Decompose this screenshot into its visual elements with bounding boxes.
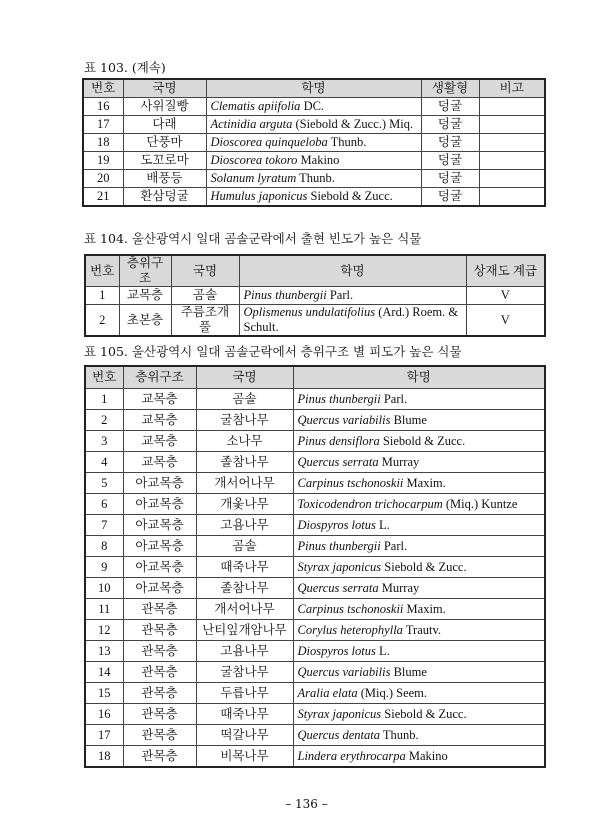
- layer-cell: 아교목층: [123, 473, 196, 494]
- page-number: – 136 –: [285, 797, 328, 811]
- no-cell: 16: [85, 704, 123, 725]
- column-header: 번호: [85, 255, 119, 287]
- kor-cell: 굴참나무: [196, 410, 293, 431]
- scientific-name-cell: [293, 620, 545, 641]
- scientific-name: Aralia elata: [297, 685, 358, 700]
- table-row: [85, 641, 545, 662]
- author-name: DC.: [300, 99, 325, 113]
- scientific-name-cell: [293, 389, 545, 410]
- kor-cell: 고욤나무: [196, 515, 293, 536]
- no-cell: 7: [85, 515, 123, 536]
- author-name: Siebold & Zucc.: [307, 189, 393, 203]
- life-cell: 덩굴: [421, 134, 479, 152]
- no-cell: 20: [83, 170, 123, 188]
- scientific-name: Pinus thunbergii: [297, 538, 381, 553]
- table-row: [85, 725, 545, 746]
- author-name: Siebold & Zucc.: [381, 706, 467, 721]
- table-row: [83, 188, 545, 207]
- author-name: (Miq.) Kuntze: [442, 496, 518, 511]
- kor-cell: 고욤나무: [196, 641, 293, 662]
- table-row: [85, 578, 545, 599]
- life-cell: 덩굴: [421, 152, 479, 170]
- kor-cell: 개옻나무: [196, 494, 293, 515]
- scientific-name: Quercus variabilis: [297, 412, 391, 427]
- class-cell: V: [466, 287, 545, 305]
- no-cell: 2: [85, 305, 119, 337]
- author-name: Makino: [297, 153, 340, 167]
- kor-cell: 개서어나무: [196, 473, 293, 494]
- author-name: Maxim.: [403, 601, 446, 616]
- class-cell: V: [466, 305, 545, 337]
- table-row: [85, 389, 545, 410]
- note-cell: [479, 152, 545, 170]
- scientific-name-cell: [206, 134, 421, 152]
- scientific-name: Actinidia arguta: [210, 117, 293, 131]
- no-cell: 17: [83, 116, 123, 134]
- table-header: [85, 255, 545, 287]
- table-row: [85, 287, 545, 305]
- scientific-name-cell: [293, 494, 545, 515]
- table-row: [85, 494, 545, 515]
- kor-cell: 난티잎개암나무: [196, 620, 293, 641]
- author-name: L.: [375, 643, 390, 658]
- scientific-name: Humulus japonicus: [210, 189, 308, 203]
- kor-cell: 개서어나무: [196, 599, 293, 620]
- scientific-name-cell: [206, 98, 421, 116]
- layer-cell: 관목층: [123, 620, 196, 641]
- kor-cell: 곰솔: [196, 536, 293, 557]
- table-row: [85, 431, 545, 452]
- scientific-name-cell: [293, 746, 545, 768]
- kor-cell: 다래: [123, 116, 206, 134]
- scientific-name-cell: [293, 599, 545, 620]
- scientific-name-cell: [293, 578, 545, 599]
- layer-cell: 아교목층: [123, 536, 196, 557]
- life-cell: 덩굴: [421, 98, 479, 116]
- table-row: [83, 152, 545, 170]
- table-row: [85, 515, 545, 536]
- table-row: [85, 452, 545, 473]
- kor-cell: 굴참나무: [196, 662, 293, 683]
- author-name: (Miq.) Seem.: [357, 685, 428, 700]
- kor-cell: 때죽나무: [196, 557, 293, 578]
- column-header: 국명: [171, 255, 239, 287]
- column-header: 층위구조: [123, 366, 196, 389]
- scientific-name-cell: [206, 170, 421, 188]
- layer-cell: 관목층: [123, 704, 196, 725]
- column-header: 번호: [85, 366, 123, 389]
- no-cell: 18: [85, 746, 123, 768]
- column-header: 국명: [123, 79, 206, 98]
- author-name: Siebold & Zucc.: [379, 433, 466, 448]
- kor-cell: 소나무: [196, 431, 293, 452]
- table-row: [85, 704, 545, 725]
- scientific-name: Lindera erythrocarpa: [297, 748, 406, 763]
- table-row: [85, 473, 545, 494]
- author-name: Thunb.: [296, 171, 335, 185]
- layer-cell: 아교목층: [123, 494, 196, 515]
- layer-cell: 관목층: [123, 641, 196, 662]
- no-cell: 10: [85, 578, 123, 599]
- kor-cell: 졸참나무: [196, 452, 293, 473]
- author-name: L.: [375, 517, 390, 532]
- table-105: [84, 365, 546, 768]
- no-cell: 13: [85, 641, 123, 662]
- layer-cell: 관목층: [123, 599, 196, 620]
- layer-cell: 아교목층: [123, 578, 196, 599]
- kor-cell: 곰솔: [196, 389, 293, 410]
- scientific-name: Diospyros lotus: [297, 517, 376, 532]
- no-cell: 8: [85, 536, 123, 557]
- layer-cell: 교목층: [123, 389, 196, 410]
- no-cell: 4: [85, 452, 123, 473]
- table-row: [83, 116, 545, 134]
- scientific-name: Pinus densiflora: [297, 433, 380, 448]
- scientific-name: Quercus variabilis: [297, 664, 391, 679]
- scientific-name-cell: [239, 305, 466, 337]
- no-cell: 1: [85, 287, 119, 305]
- table-row: [85, 410, 545, 431]
- scientific-name-cell: [239, 287, 466, 305]
- kor-cell: 환삼덩굴: [123, 188, 206, 207]
- scientific-name-cell: [293, 704, 545, 725]
- table-row: [83, 170, 545, 188]
- scientific-name-cell: [293, 410, 545, 431]
- kor-cell: 곰솔: [171, 287, 239, 305]
- scientific-name-cell: [293, 431, 545, 452]
- table-header: [85, 366, 545, 389]
- kor-cell: 떡갈나무: [196, 725, 293, 746]
- life-cell: 덩굴: [421, 116, 479, 134]
- scientific-name: Styrax japonicus: [297, 559, 382, 574]
- author-name: Blume: [390, 412, 427, 427]
- layer-cell: 관목층: [123, 662, 196, 683]
- scientific-name-cell: [293, 473, 545, 494]
- kor-cell: 배풍등: [123, 170, 206, 188]
- author-name: (Ard.) Roem. & Schult.: [243, 305, 459, 334]
- table-103-caption: 표 103. (계속): [84, 60, 166, 75]
- no-cell: 2: [85, 410, 123, 431]
- scientific-name-cell: [206, 188, 421, 207]
- scientific-name: Toxicodendron trichocarpum: [297, 496, 443, 511]
- table-103: [82, 78, 546, 207]
- scientific-name: Pinus thunbergii: [243, 288, 327, 302]
- table-row: [85, 557, 545, 578]
- no-cell: 21: [83, 188, 123, 207]
- scientific-name: Clematis apiifolia: [210, 99, 301, 113]
- column-header: 번호: [83, 79, 123, 98]
- scientific-name: Carpinus tschonoskii: [297, 601, 404, 616]
- author-name: Thunb.: [327, 135, 367, 149]
- note-cell: [479, 134, 545, 152]
- life-cell: 덩굴: [421, 188, 479, 207]
- layer-cell: 관목층: [123, 725, 196, 746]
- author-name: Parl.: [380, 538, 408, 553]
- column-header: 학명: [239, 255, 466, 287]
- column-header: 국명: [196, 366, 293, 389]
- table-header: [83, 79, 545, 98]
- scientific-name-cell: [206, 152, 421, 170]
- scientific-name: Corylus heterophylla: [297, 622, 403, 637]
- author-name: Murray: [378, 580, 420, 595]
- scientific-name-cell: [293, 557, 545, 578]
- column-header: 상재도 계급: [466, 255, 545, 287]
- kor-cell: 두릅나무: [196, 683, 293, 704]
- table-105-caption: 표 105. 울산광역시 일대 곰솔군락에서 층위구조 별 피도가 높은 식물: [84, 344, 462, 359]
- no-cell: 16: [83, 98, 123, 116]
- scientific-name-cell: [293, 536, 545, 557]
- kor-cell: 비목나무: [196, 746, 293, 768]
- kor-cell: 졸참나무: [196, 578, 293, 599]
- column-header: 생활형: [421, 79, 479, 98]
- scientific-name: Solanum lyratum: [210, 171, 297, 185]
- no-cell: 5: [85, 473, 123, 494]
- scientific-name-cell: [293, 662, 545, 683]
- scientific-name: Carpinus tschonoskii: [297, 475, 404, 490]
- note-cell: [479, 188, 545, 207]
- scientific-name: Styrax japonicus: [297, 706, 382, 721]
- scientific-name: Dioscorea quinqueloba: [210, 135, 328, 149]
- column-header: 학명: [293, 366, 545, 389]
- kor-cell: 단풍마: [123, 134, 206, 152]
- no-cell: 11: [85, 599, 123, 620]
- scientific-name-cell: [293, 641, 545, 662]
- table-row: [85, 620, 545, 641]
- layer-cell: 아교목층: [123, 557, 196, 578]
- no-cell: 19: [83, 152, 123, 170]
- scientific-name: Quercus serrata: [297, 580, 379, 595]
- author-name: Parl.: [326, 288, 354, 302]
- author-name: (Siebold & Zucc.) Miq.: [292, 117, 414, 131]
- scientific-name: Pinus thunbergii: [297, 391, 381, 406]
- no-cell: 6: [85, 494, 123, 515]
- no-cell: 9: [85, 557, 123, 578]
- kor-cell: 도꼬로마: [123, 152, 206, 170]
- author-name: Maxim.: [403, 475, 446, 490]
- layer-cell: 아교목층: [123, 515, 196, 536]
- table-104: [84, 254, 546, 337]
- table-row: [83, 98, 545, 116]
- layer-cell: 초본층: [119, 305, 171, 337]
- author-name: Parl.: [380, 391, 408, 406]
- no-cell: 1: [85, 389, 123, 410]
- layer-cell: 관목층: [123, 683, 196, 704]
- author-name: Murray: [378, 454, 420, 469]
- layer-cell: 교목층: [123, 410, 196, 431]
- scientific-name: Quercus serrata: [297, 454, 379, 469]
- column-header: 층위구조: [119, 255, 171, 287]
- author-name: Trautv.: [402, 622, 442, 637]
- author-name: Blume: [390, 664, 427, 679]
- note-cell: [479, 170, 545, 188]
- column-header: 학명: [206, 79, 421, 98]
- no-cell: 3: [85, 431, 123, 452]
- kor-cell: 사위질빵: [123, 98, 206, 116]
- scientific-name: Dioscorea tokoro: [210, 153, 298, 167]
- layer-cell: 교목층: [123, 431, 196, 452]
- note-cell: [479, 98, 545, 116]
- table-row: [85, 746, 545, 768]
- layer-cell: 교목층: [119, 287, 171, 305]
- scientific-name-cell: [206, 116, 421, 134]
- scientific-name-cell: [293, 683, 545, 704]
- scientific-name-cell: [293, 515, 545, 536]
- layer-cell: 관목층: [123, 746, 196, 768]
- no-cell: 15: [85, 683, 123, 704]
- table-104-caption: 표 104. 울산광역시 일대 곰솔군락에서 출현 빈도가 높은 식물: [84, 231, 422, 246]
- table-row: [85, 662, 545, 683]
- kor-cell: 때죽나무: [196, 704, 293, 725]
- scientific-name-cell: [293, 452, 545, 473]
- no-cell: 18: [83, 134, 123, 152]
- table-row: [85, 536, 545, 557]
- layer-cell: 교목층: [123, 452, 196, 473]
- kor-cell: 주름조개풀: [171, 305, 239, 337]
- scientific-name: Quercus dentata: [297, 727, 381, 742]
- author-name: Thunb.: [380, 727, 419, 742]
- table-row: [85, 683, 545, 704]
- note-cell: [479, 116, 545, 134]
- scientific-name: Oplismenus undulatifolius: [243, 305, 376, 319]
- table-row: [85, 305, 545, 337]
- no-cell: 14: [85, 662, 123, 683]
- author-name: Makino: [405, 748, 448, 763]
- column-header: 비고: [479, 79, 545, 98]
- author-name: Siebold & Zucc.: [381, 559, 467, 574]
- table-row: [83, 134, 545, 152]
- no-cell: 17: [85, 725, 123, 746]
- table-row: [85, 599, 545, 620]
- scientific-name-cell: [293, 725, 545, 746]
- no-cell: 12: [85, 620, 123, 641]
- life-cell: 덩굴: [421, 170, 479, 188]
- scientific-name: Diospyros lotus: [297, 643, 376, 658]
